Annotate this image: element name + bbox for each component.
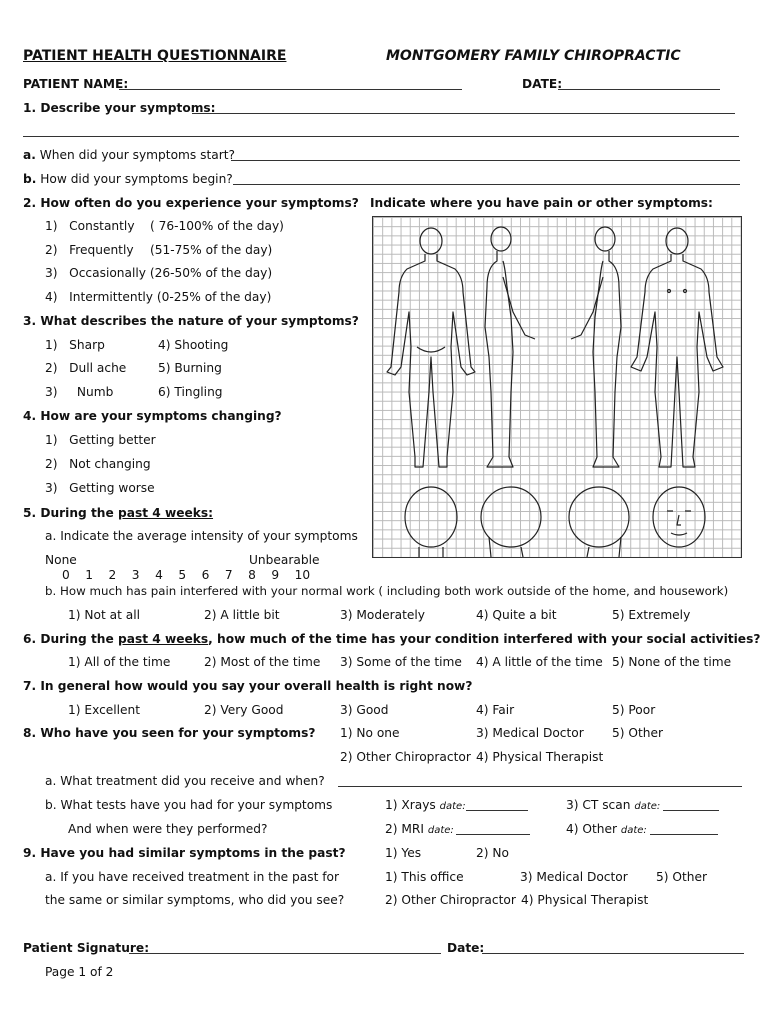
q5b-option[interactable]: 5) Extremely [612, 608, 691, 622]
q2-option-range: (51-75% of the day) [150, 243, 273, 257]
ct-date-field[interactable] [663, 799, 719, 811]
q9-option-no[interactable]: 2) No [476, 846, 509, 860]
q8-option[interactable]: 3) Medical Doctor [476, 726, 584, 740]
q2-label: 2. How often do you experience your symptoms? [23, 196, 359, 210]
body-side-right-figure [571, 227, 621, 467]
q5b-option[interactable]: 1) Not at all [68, 608, 140, 622]
head-front [653, 487, 705, 547]
scale-value[interactable]: 6 [201, 568, 210, 582]
q1a-field[interactable] [231, 149, 740, 161]
q8a-field[interactable] [338, 775, 742, 787]
scale-none-label: None [45, 553, 77, 567]
q7-label: 7. In general how would you say your overall health is right now? [23, 679, 473, 693]
q3-option[interactable]: 2) Dull ache [45, 361, 127, 375]
q2-option[interactable]: 2) Frequently [45, 243, 134, 257]
q5a-text: a. Indicate the average intensity of your symptoms [45, 529, 358, 543]
body-figures [373, 217, 741, 557]
q6-option[interactable]: 4) A little of the time [476, 655, 603, 669]
body-back-figure [387, 228, 475, 467]
scale-value[interactable]: 0 [62, 568, 70, 582]
page-number: Page 1 of 2 [45, 965, 114, 979]
intensity-scale[interactable] [62, 568, 310, 583]
q4-option[interactable]: 3) Getting worse [45, 481, 155, 495]
q8-label: 8. Who have you seen for your symptoms? [23, 726, 316, 740]
q1-describe-field[interactable] [192, 102, 735, 114]
scale-value[interactable]: 8 [248, 568, 256, 582]
q5b-text: b. How much has pain interfered with your normal work ( including both work outside of the home, and housework) [45, 584, 729, 598]
q3-option[interactable]: 1) Sharp [45, 338, 105, 352]
q9a-option[interactable]: 1) This office [385, 870, 464, 884]
xrays-date-field[interactable] [466, 799, 528, 811]
q1-describe-field-2[interactable] [23, 125, 739, 137]
q8-option[interactable]: 1) No one [340, 726, 400, 740]
q3-label: 3. What describes the nature of your symptoms? [23, 314, 359, 328]
q7-option[interactable]: 5) Poor [612, 703, 656, 717]
q4-label: 4. How are your symptoms changing? [23, 409, 282, 423]
q8b2-text: And when were they performed? [68, 822, 268, 836]
q3-option[interactable]: 6) Tingling [158, 385, 223, 399]
q6-label: 6. During the past 4 weeks, how much of the time has your condition interfered with your social activities? [23, 632, 761, 646]
q9a-text: a. If you have received treatment in the past for [45, 870, 340, 884]
body-side-left-figure [485, 227, 535, 467]
q1-label: 1. Describe your symptoms: [23, 101, 216, 115]
q3-option[interactable]: 4) Shooting [158, 338, 229, 352]
q9a-option[interactable]: 3) Medical Doctor [520, 870, 628, 884]
q9-option-yes[interactable]: 1) Yes [385, 846, 422, 860]
test-xrays[interactable]: 1) Xrays date: [385, 798, 466, 812]
scale-value[interactable]: 1 [85, 568, 94, 582]
q3-option[interactable]: 5) Burning [158, 361, 222, 375]
q1b-text: How did your symptoms begin? [40, 172, 233, 186]
head-side-left [481, 487, 541, 557]
date-label: DATE: [522, 77, 563, 91]
q4-option[interactable]: 1) Getting better [45, 433, 156, 447]
scale-unbearable-label: Unbearable [249, 553, 320, 567]
q9a-option[interactable]: 5) Other [656, 870, 707, 884]
scale-value[interactable]: 7 [224, 568, 233, 582]
scale-value[interactable]: 10 [294, 568, 311, 582]
q7-option[interactable]: 1) Excellent [68, 703, 141, 717]
q7-option[interactable]: 2) Very Good [204, 703, 284, 717]
q7-option[interactable]: 4) Fair [476, 703, 515, 717]
q1a-text: When did your symptoms start? [39, 148, 235, 162]
body-chart-label: Indicate where you have pain or other symptoms: [370, 196, 713, 210]
patient-name-label: PATIENT NAME: [23, 77, 129, 91]
q1b-letter: b. [23, 172, 37, 186]
date-field[interactable] [558, 78, 720, 90]
q1b-row [23, 172, 233, 187]
q5b-option[interactable]: 2) A little bit [204, 608, 280, 622]
q9-label: 9. Have you had similar symptoms in the past? [23, 846, 346, 860]
q2-option-range: ( 76-100% of the day) [150, 219, 284, 233]
head-side-right [569, 487, 629, 557]
q8-option[interactable]: 4) Physical Therapist [476, 750, 604, 764]
q8b-text: b. What tests have you had for your symptoms [45, 798, 333, 812]
q1b-field[interactable] [233, 173, 740, 185]
q6-option[interactable]: 5) None of the time [612, 655, 732, 669]
q8a-text: a. What treatment did you receive and when? [45, 774, 325, 788]
mri-date-field[interactable] [456, 823, 530, 835]
q4-option[interactable]: 2) Not changing [45, 457, 151, 471]
scale-value[interactable]: 3 [131, 568, 140, 582]
scale-value[interactable]: 4 [155, 568, 163, 582]
q6-option[interactable]: 2) Most of the time [204, 655, 321, 669]
signature-field[interactable] [129, 942, 441, 954]
q9a2-text: the same or similar symptoms, who did you see? [45, 893, 345, 907]
test-ct-scan[interactable]: 3) CT scan date: [566, 798, 661, 812]
q6-option[interactable]: 3) Some of the time [340, 655, 462, 669]
q8-option[interactable]: 5) Other [612, 726, 663, 740]
q8-option[interactable]: 2) Other Chiropractor [340, 750, 471, 764]
form-title: PATIENT HEALTH QUESTIONNAIRE [23, 48, 287, 64]
q5-label: 5. During the past 4 weeks: [23, 506, 214, 520]
body-pain-chart[interactable] [372, 216, 742, 558]
signature-label: Patient Signature: [23, 941, 150, 955]
scale-value[interactable]: 2 [108, 568, 117, 582]
head-back [405, 487, 457, 557]
q9a-option[interactable]: 4) Physical Therapist [521, 893, 649, 907]
scale-value[interactable]: 9 [271, 568, 280, 582]
q2-option[interactable]: 1) Constantly [45, 219, 135, 233]
q1a-letter: a. [23, 148, 36, 162]
q5b-option[interactable]: 4) Quite a bit [476, 608, 557, 622]
q9a-option[interactable]: 2) Other Chiropractor [385, 893, 516, 907]
q2-option[interactable]: 3) Occasionally (26-50% of the day) [45, 266, 273, 280]
test-other[interactable]: 4) Other date: [566, 822, 647, 836]
q2-option[interactable]: 4) Intermittently (0-25% of the day) [45, 290, 272, 304]
body-front-figure [631, 228, 723, 467]
clinic-name: MONTGOMERY FAMILY CHIROPRACTIC [386, 48, 681, 64]
q7-option[interactable]: 3) Good [340, 703, 389, 717]
scale-value[interactable]: 5 [178, 568, 187, 582]
signature-date-label: Date: [447, 941, 485, 955]
test-mri[interactable]: 2) MRI date: [385, 822, 454, 836]
patient-name-field[interactable] [119, 78, 462, 90]
q6-option[interactable]: 1) All of the time [68, 655, 171, 669]
other-date-field[interactable] [650, 823, 718, 835]
q5b-option[interactable]: 3) Moderately [340, 608, 425, 622]
q3-option[interactable]: 3) Numb [45, 385, 114, 399]
signature-date-field[interactable] [482, 942, 744, 954]
q1a-row [23, 148, 235, 163]
